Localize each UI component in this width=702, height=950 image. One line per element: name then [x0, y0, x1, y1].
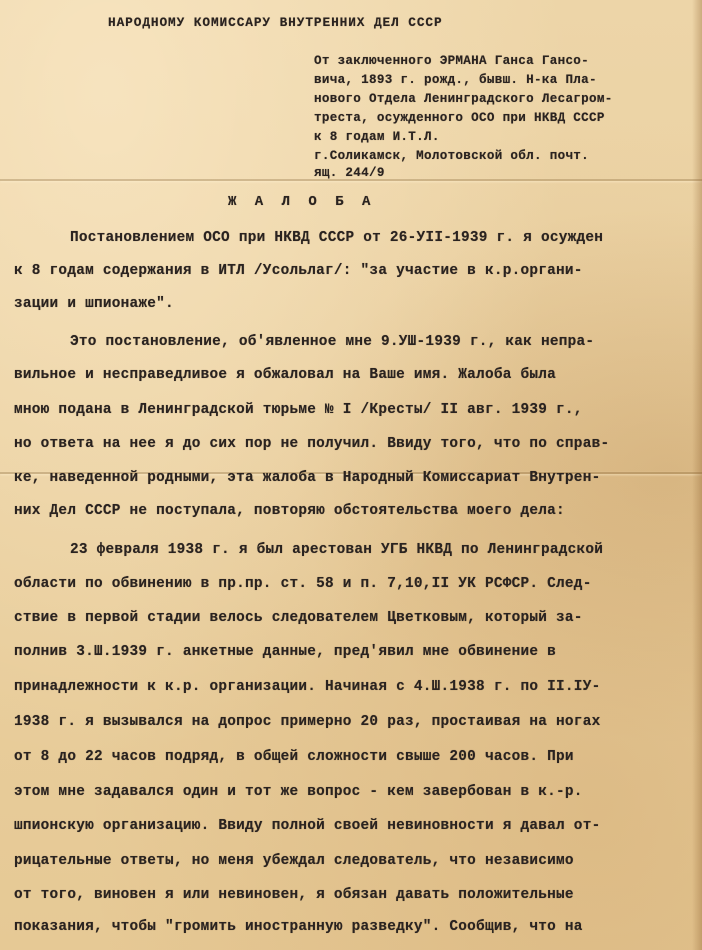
body-line: области по обвинению в пр.пр. ст. 58 и п. 7,10,II УК РСФСР. След- — [14, 576, 592, 592]
addressee-heading: НАРОДНОМУ КОМИССАРУ ВНУТРЕННИХ ДЕЛ СССР — [108, 15, 443, 30]
body-line: ке, наведенной родными, эта жалоба в Народный Комиссариат Внутрен- — [14, 470, 601, 486]
body-line: Это постановление, об'явленное мне 9.УШ-1939 г., как непра- — [70, 334, 595, 350]
body-line: шпионскую организацию. Ввиду полной своей невиновности я давал от- — [14, 818, 601, 834]
body-line: показания, чтобы "громить иностранную разведку". Сообщив, что на — [14, 919, 583, 935]
body-line: но ответа на нее я до сих пор не получил. Ввиду того, что по справ- — [14, 436, 610, 452]
body-line: 23 февраля 1938 г. я был арестован УГБ НКВД по Ленинградской — [70, 542, 604, 558]
sender-line: нового Отдела Ленинградского Лесагром- — [314, 92, 613, 106]
body-line: рицательные ответы, но меня убеждал следователь, что независимо — [14, 853, 574, 869]
paper-edge-shadow — [692, 0, 702, 950]
body-line: ствие в первой стадии велось следователем Цветковым, который за- — [14, 610, 583, 626]
body-line: от того, виновен я или невиновен, я обязан давать положительные — [14, 887, 574, 903]
body-line: вильное и несправедливое я обжаловал на Ваше имя. Жалоба была — [14, 367, 557, 383]
body-line: 1938 г. я вызывался на допрос примерно 20 раз, простаивая на ногах — [14, 714, 601, 730]
sender-line: вича, 1893 г. рожд., бывш. Н-ка Пла- — [314, 73, 597, 87]
sender-line: треста, осужденного ОСО при НКВД СССР — [314, 111, 605, 125]
body-line: этом мне задавался один и тот же вопрос - кем завербован в к.-р. — [14, 784, 583, 800]
body-line: принадлежности к к.р. организации. Начиная с 4.Ш.1938 г. по II.IУ- — [14, 679, 601, 695]
body-line: полнив 3.Ш.1939 г. анкетные данные, пред'явил мне обвинение в — [14, 644, 557, 660]
sender-line: ящ. 244/9 — [314, 166, 385, 180]
body-line: к 8 годам содержания в ИТЛ /Усольлаг/: "за участие в к.р.органи- — [14, 263, 583, 279]
sender-line: г.Соликамск, Молотовской обл. почт. — [314, 149, 590, 163]
body-line: мною подана в Ленинградской тюрьме № I /Кресты/ II авг. 1939 г., — [14, 402, 583, 418]
body-line: от 8 до 22 часов подряд, в общей сложности свыше 200 часов. При — [14, 749, 574, 765]
document-title: Ж А Л О Б А — [228, 194, 376, 210]
sender-line: к 8 годам И.Т.Л. — [314, 130, 440, 144]
body-line: Постановлением ОСО при НКВД СССР от 26-УII-1939 г. я осужден — [70, 230, 604, 246]
body-line: зации и шпионаже". — [14, 296, 174, 312]
body-line: них Дел СССР не поступала, повторяю обстоятельства моего дела: — [14, 503, 565, 519]
sender-line: От заключенного ЭРМАНА Ганса Гансо- — [314, 54, 590, 68]
